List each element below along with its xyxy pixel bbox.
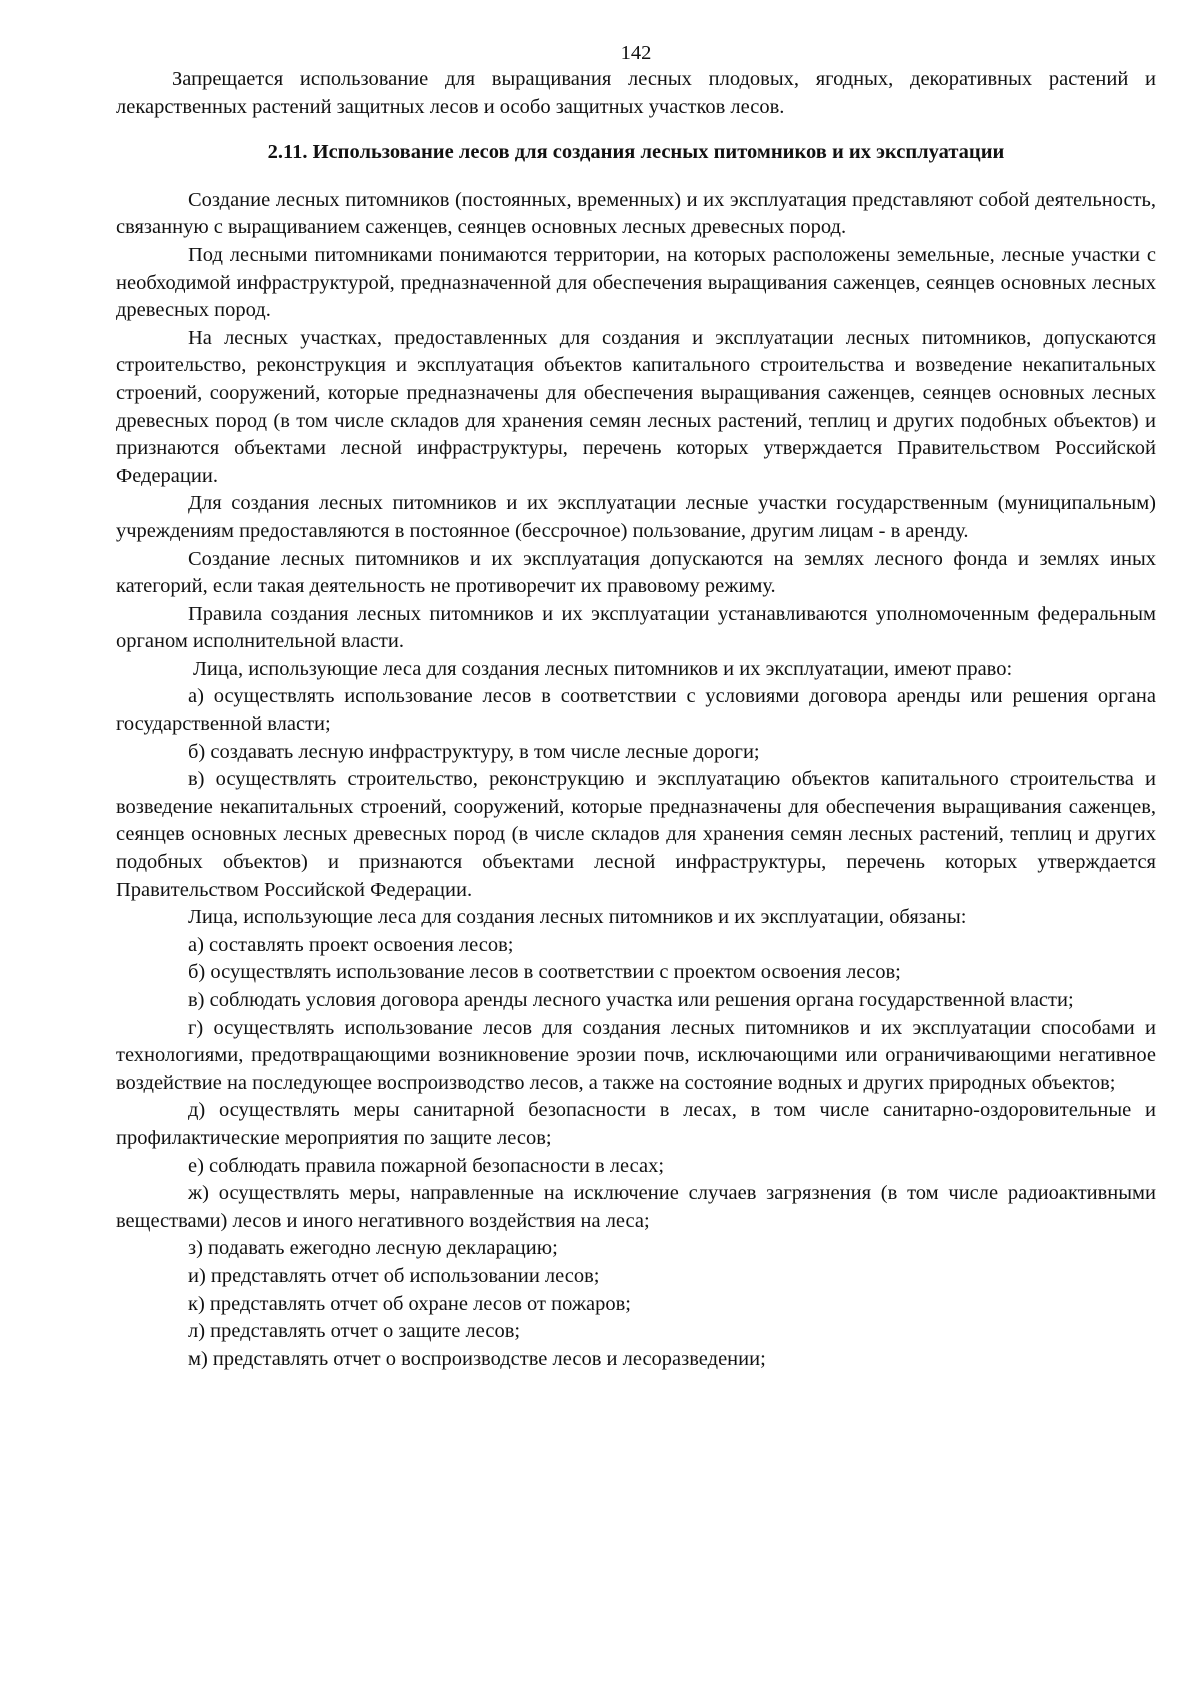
list-item: л) представлять отчет о защите лесов;: [188, 1320, 521, 1343]
paragraph: Правила создания лесных питомников и их эксплуатации устанавливаются уполномоченным федеральным органом исполнительной власти.: [116, 602, 1156, 653]
list-item: к) представлять отчет об охране лесов от пожаров;: [188, 1292, 631, 1315]
list-item: а) составлять проект освоения лесов;: [188, 933, 514, 956]
page-number: 142: [620, 42, 652, 64]
paragraph: Лица, использующие леса для создания лесных питомников и их эксплуатации, имеют право:: [193, 657, 1013, 680]
paragraph-intro: Запрещается использование для выращивания лесных плодовых, ягодных, декоративных растений и лекарственных растений защитных лесов и особо защитных участков лесов.: [116, 68, 1156, 118]
list-item: б) осуществлять использование лесов в соответствии с проектом освоения лесов;: [188, 961, 901, 984]
list-item: б) создавать лесную инфраструктуру, в том числе лесные дороги;: [188, 740, 760, 763]
list-item: г) осуществлять использование лесов для создания лесных питомников и их эксплуатации способами и технологиями, предотвращающими возникновение эрозии почв, исключающими или ограничивающими негативное воздействие на последующее воспроизводство лесов, а также на состояние водных и других природных объектов;: [116, 1016, 1156, 1094]
list-item: а) осуществлять использование лесов в соответствии с условиями договора аренды или решения органа государственной власти;: [116, 685, 1156, 736]
list-item: д) осуществлять меры санитарной безопасности в лесах, в том числе санитарно-оздоровительные и профилактические мероприятия по защите лесов;: [116, 1099, 1156, 1149]
list-item: м) представлять отчет о воспроизводстве лесов и лесоразведении;: [188, 1347, 766, 1370]
paragraph: На лесных участках, предоставленных для создания и эксплуатации лесных питомников, допускаются строительство, реконструкция и эксплуатация объектов капитального строительства и возведение некапитальных строений, сооружений, которые предназначены для обеспечения выращивания саженцев, сеянцев основных лесных древесных пород (в том числе складов для хранения семян лесных растений, теплиц и других подобных объектов) и признаются объектами лесной инфраструктуры, перечень которых утверждается Правительством Российской Федерации.: [116, 326, 1156, 487]
list-item: в) соблюдать условия договора аренды лесного участка или решения органа государственной власти;: [188, 989, 1074, 1011]
paragraph: Лица, использующие леса для создания лесных питомников и их эксплуатации, обязаны:: [188, 906, 967, 929]
paragraph: Для создания лесных питомников и их эксплуатации лесные участки государственным (муниципальным) учреждениям предоставляются в постоянное (бессрочное) пользование, другим лицам - в аренду.: [116, 492, 1156, 542]
list-item: з) подавать ежегодно лесную декларацию;: [188, 1237, 558, 1260]
document-page: [116, 40, 1156, 1373]
list-item: е) соблюдать правила пожарной безопасности в лесах;: [188, 1154, 665, 1177]
paragraph: Создание лесных питомников (постоянных, временных) и их эксплуатация представляют собой деятельность, связанную с выращиванием саженцев, сеянцев основных лесных древесных пород.: [116, 188, 1156, 239]
paragraph: Под лесными питомниками понимаются территории, на которых расположены земельные, лесные участки с необходимой инфраструктурой, предназначенной для обеспечения выращивания саженцев, сеянцев основных лесных древесных пород.: [116, 243, 1156, 322]
list-item: и) представлять отчет об использовании лесов;: [188, 1264, 600, 1287]
section-heading: 2.11. Использование лесов для создания лесных питомников и их эксплуатации: [267, 141, 1005, 164]
list-item: ж) осуществлять меры, направленные на исключение случаев загрязнения (в том числе радиоактивными веществами) лесов и иного негативного воздействия на леса;: [116, 1182, 1156, 1232]
list-item: в) осуществлять строительство, реконструкцию и эксплуатацию объектов капитального строительства и возведение некапитальных строений, сооружений, которые предназначены для обеспечения выращивания саженцев, сеянцев основных лесных древесных пород (в числе складов для хранения семян лесных растений, теплиц и других подобных объектов) и признаются объектами лесной инфраструктуры, перечень которых утверждается Правительством Российской Федерации.: [116, 768, 1156, 901]
paragraph: Создание лесных питомников и их эксплуатация допускаются на землях лесного фонда и землях иных категорий, если такая деятельность не противоречит их правовому режиму.: [116, 547, 1156, 598]
